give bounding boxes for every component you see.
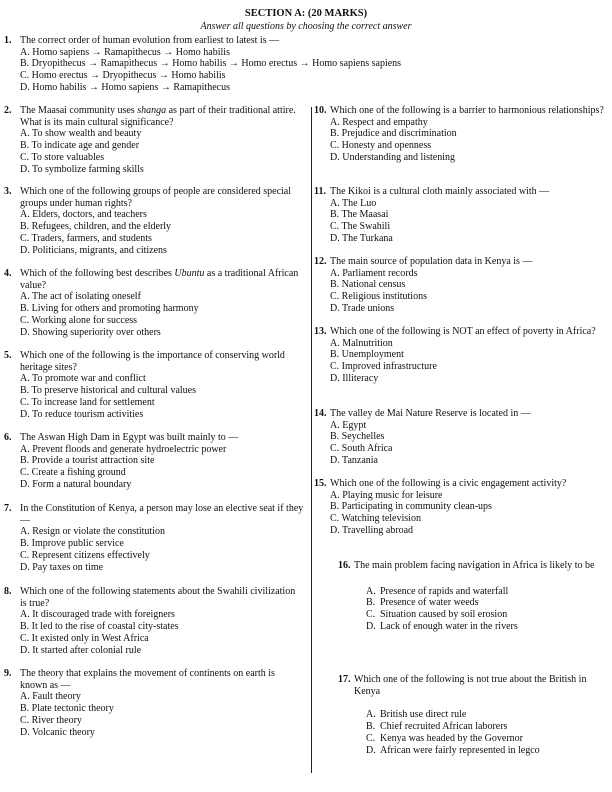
section-instructions: Answer all questions by choosing the correct answer	[200, 21, 412, 32]
option-c: C. It existed only in West Africa	[20, 632, 149, 644]
option-c: C. Working alone for success	[20, 314, 138, 326]
option-c: C. Religious institutions	[330, 291, 427, 303]
option-a: A. Malnutrition	[330, 337, 393, 349]
question-7	[4, 503, 304, 573]
option-c: C. River theory	[20, 714, 82, 726]
question-stem: The valley de Mai Nature Reserve is located in —	[330, 408, 531, 419]
option-a: A. The Luo	[330, 197, 377, 209]
question-4: 4. Which of the following best describes Ubuntu as a traditional African value? A. The act of isolating oneself B. Living for others and promoting harmony C. Working alone for success D. Showing superiority over others	[4, 268, 304, 338]
term-shanga: shanga	[137, 105, 167, 116]
option-a: A. It discouraged trade with foreigners	[20, 609, 175, 621]
question-stem: Which one of the following is a civic engagement activity?	[330, 478, 567, 489]
option-a: A. To show wealth and beauty	[20, 128, 142, 140]
question-12	[314, 256, 606, 315]
option-b: B. Dryopithecus → Ramapithecus → Homo habilis → Homo erectus → Homo sapiens sapiens	[20, 58, 402, 70]
question-stem: Which one of the following is a barrier to harmonious relationships?	[330, 105, 604, 116]
question-11	[314, 186, 606, 245]
question-stem: In the Constitution of Kenya, a person may lose an elective seat if they —	[20, 503, 304, 526]
option-a: A. British use direct rule	[366, 709, 467, 721]
option-b: B. Refugees, children, and the elderly	[20, 221, 172, 233]
question-17	[338, 674, 600, 756]
option-b: B. To preserve historical and cultural values	[20, 385, 197, 397]
question-8	[4, 586, 304, 656]
option-a: A. Prevent floods and generate hydroelectric power	[20, 443, 227, 455]
question-stem: Which one of the following statements about the Swahili civilization is true?	[20, 586, 296, 609]
question-6	[4, 432, 304, 491]
option-d: D. Understanding and listening	[330, 151, 455, 163]
option-c: C. Watching television	[330, 513, 421, 525]
option-c: C. Create a fishing ground	[20, 467, 126, 479]
question-stem: The Aswan High Dam in Egypt was built mainly to —	[20, 432, 239, 443]
section-title: SECTION A: (20 MARKS)	[244, 8, 368, 19]
question-stem: Which one of the following groups of people are considered special groups under human rights?	[20, 186, 292, 209]
option-a: A. Parliament records	[330, 267, 418, 279]
option-a: A. Playing music for leisure	[330, 489, 443, 501]
question-number: 17.	[338, 674, 351, 685]
option-b: B. Chief recruited African laborers	[366, 721, 508, 733]
option-a: A. Elders, doctors, and teachers	[20, 209, 147, 221]
question-number: 7.	[4, 503, 12, 514]
option-c: C. Homo erectus → Dryopithecus → Homo habilis	[20, 70, 226, 82]
question-stem: The correct order of human evolution from earliest to latest is —	[20, 35, 280, 46]
option-a: A. To promote war and conflict	[20, 373, 146, 385]
question-number: 12.	[314, 256, 327, 267]
option-a: A. Homo sapiens → Ramapithecus → Homo habilis	[20, 46, 230, 58]
question-stem: The Kikoi is a cultural cloth mainly associated with —	[330, 186, 550, 197]
option-d: D. The Turkana	[330, 232, 393, 244]
option-c: C. Represent citizens effectively	[20, 549, 150, 561]
option-c: C. Honesty and openness	[330, 140, 432, 152]
option-a: A. Fault theory	[20, 691, 81, 703]
option-c: C. To increase land for settlement	[20, 396, 155, 408]
question-stem: Which one of the following is NOT an effect of poverty in Africa?	[330, 326, 596, 337]
option-d: D. Volcanic theory	[20, 726, 95, 738]
option-a: A. Respect and empathy	[330, 116, 428, 128]
option-b: B. Unemployment	[330, 349, 404, 361]
option-d: D. Politicians, migrants, and citizens	[20, 244, 167, 256]
option-a: A. The act of isolating oneself	[20, 291, 141, 303]
option-b: B. Plate tectonic theory	[20, 703, 114, 715]
option-c: C. Kenya was headed by the Governor	[366, 732, 524, 744]
option-d: D. It started after colonial rule	[20, 644, 142, 656]
option-b: B. To indicate age and gender	[20, 140, 140, 152]
option-b: B. Prejudice and discrimination	[330, 128, 457, 140]
option-b: B. Seychelles	[330, 431, 385, 443]
option-d: D. Lack of enough water in the rivers	[366, 620, 518, 632]
question-number: 6.	[4, 432, 12, 443]
question-number: 9.	[4, 668, 12, 679]
term-ubuntu: Ubuntu	[174, 268, 205, 279]
question-number: 14.	[314, 408, 327, 419]
option-a: A. Resign or violate the constitution	[20, 526, 165, 538]
option-d: D. Trade unions	[330, 302, 395, 314]
question-number: 16.	[338, 560, 351, 571]
question-2: 2. The Maasai community uses shanga as part of their traditional attire. What is its main cultural significance? A. To show wealth and beauty B. To indicate age and gender C. To store valuables D. To symbolize farming skills	[4, 105, 304, 175]
question-number: 11.	[314, 186, 326, 197]
question-5	[4, 350, 304, 420]
question-stem: Which one of the following is the importance of conserving world heritage sites?	[20, 350, 285, 373]
question-number: 13.	[314, 326, 327, 337]
question-15	[314, 478, 606, 537]
option-c: C. Traders, farmers, and students	[20, 232, 152, 244]
option-b: B. Provide a tourist attraction site	[20, 455, 155, 467]
question-9	[4, 668, 304, 738]
column-divider	[311, 107, 312, 773]
option-d: D. Tanzania	[330, 454, 378, 466]
question-number: 5.	[4, 350, 12, 361]
option-a: A. Presence of rapids and waterfall	[366, 585, 509, 597]
option-d: D. African were fairly represented in legco	[366, 744, 540, 756]
option-c: C. The Swahili	[330, 221, 391, 233]
option-d: D. To symbolize farming skills	[20, 163, 144, 175]
question-stem: The main problem facing navigation in Africa is likely to be	[354, 560, 595, 571]
question-number: 1.	[4, 35, 12, 46]
option-d: D. To reduce tourism activities	[20, 408, 144, 420]
option-c: C. Improved infrastructure	[330, 361, 437, 373]
question-number: 10.	[314, 105, 327, 116]
option-b: B. Improve public service	[20, 538, 124, 550]
question-14	[314, 408, 606, 467]
question-16	[338, 560, 600, 633]
option-d: D. Form a natural boundary	[20, 478, 132, 490]
option-b: B. Participating in community clean-ups	[330, 501, 492, 513]
option-b: B. It led to the rise of coastal city-states	[20, 621, 179, 633]
option-c: C. Situation caused by soil erosion	[366, 609, 508, 621]
question-number: 2.	[4, 105, 12, 116]
question-10	[314, 105, 606, 164]
option-a: A. Egypt	[330, 419, 367, 431]
question-stem: Which one of the following is not true about the British in Kenya	[354, 674, 587, 697]
question-3	[4, 186, 304, 256]
question-number: 4.	[4, 268, 12, 279]
question-number: 15.	[314, 478, 327, 489]
option-d: D. Homo habilis → Homo sapiens → Ramapithecus	[20, 81, 230, 93]
question-stem: The theory that explains the movement of continents on earth is known as —	[20, 668, 275, 691]
question-13	[314, 326, 606, 385]
option-d: D. Illiteracy	[330, 372, 379, 384]
option-d: D. Showing superiority over others	[20, 326, 161, 338]
question-1	[4, 35, 604, 94]
option-b: B. National census	[330, 279, 406, 291]
option-c: C. To store valuables	[20, 151, 105, 163]
option-d: D. Pay taxes on time	[20, 561, 104, 573]
option-b: B. Living for others and promoting harmony	[20, 303, 199, 315]
question-number: 3.	[4, 186, 12, 197]
question-number: 8.	[4, 586, 12, 597]
option-d: D. Travelling abroad	[330, 524, 414, 536]
option-b: B. The Maasai	[330, 209, 389, 221]
question-stem: The main source of population data in Kenya is —	[330, 256, 533, 267]
option-c: C. South Africa	[330, 443, 393, 455]
option-b: B. Presence of water weeds	[366, 597, 479, 609]
